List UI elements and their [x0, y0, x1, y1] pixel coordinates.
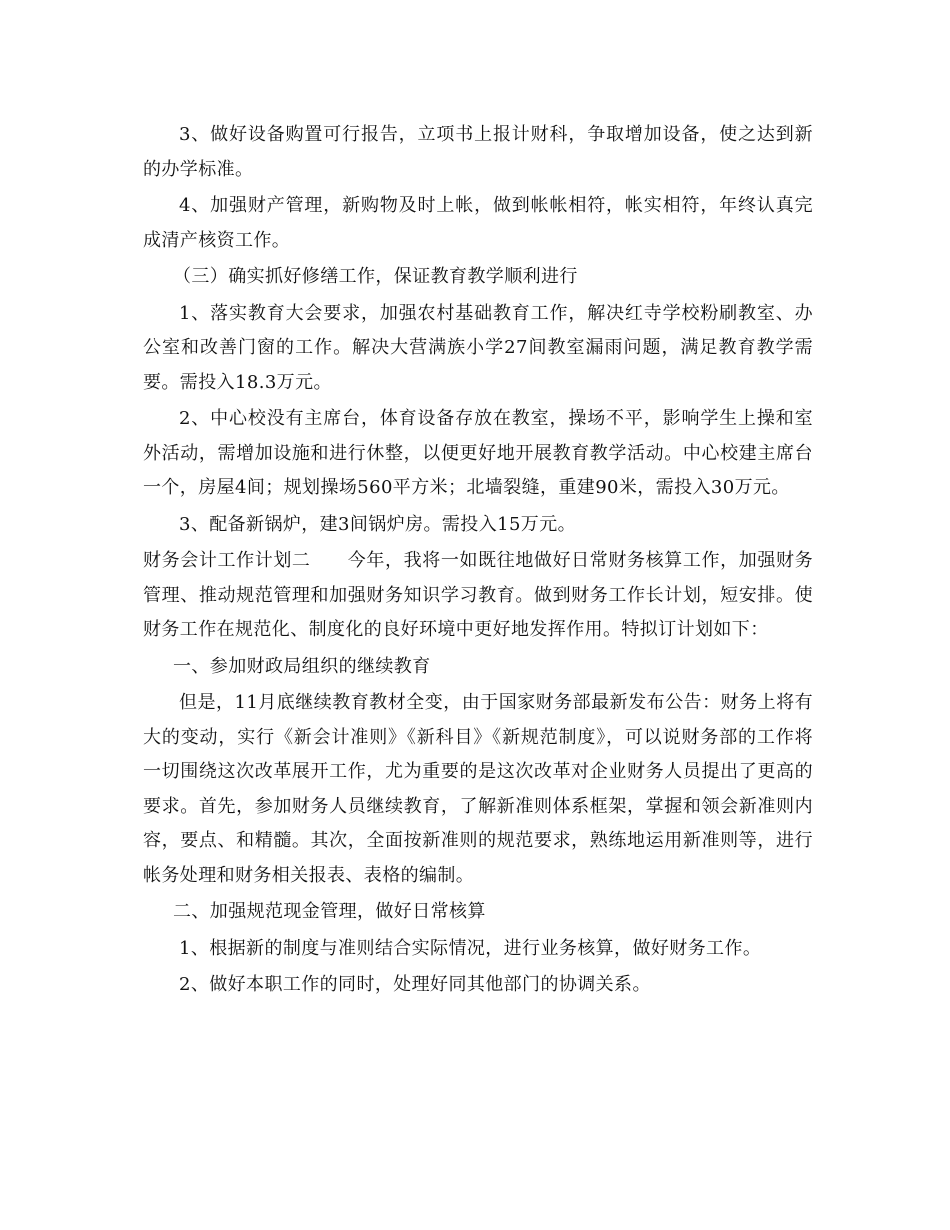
- section-heading-continuing-education: 一、参加财政局组织的继续教育: [173, 655, 431, 677]
- paragraph-repair-classrooms: 1、落实教育大会要求，加强农村基础教育工作，解决红寺学校粉刷教室、办公室和改善门窗的工作。解决大营满族小学27间教室漏雨问题，满足教育教学需要。需投入18.3万元。: [143, 302, 813, 393]
- section-heading-repair-work: （三）确实抓好修缮工作，保证教育教学顺利进行: [173, 266, 578, 287]
- paragraph-equipment-purchase: 3、做好设备购置可行报告，立项书上报计财科，争取增加设备，使之达到新的办学标准。: [143, 124, 813, 180]
- paragraph-central-school-facilities: 2、中心校没有主席台，体育设备存放在教室，操场不平，影响学生上操和室外活动，需增加设施和进行休整，以便更好地开展教育教学活动。中心校建主席台一个，房屋4间；规划操场560平方米；北墙裂缝，重建90米，需投入30万元。: [143, 408, 813, 498]
- document-body: [143, 118, 813, 1005]
- section-heading-cash-management: 二、加强规范现金管理，做好日常核算: [173, 901, 486, 922]
- paragraph-finance-plan-two: 财务会计工作计划二 今年，我将一如既往地做好日常财务核算工作，加强财务管理、推动规范管理和加强财务知识学习教育。做到财务工作长计划，短安排。使财务工作在规范化、制度化的良好环境中更好地发挥作用。特拟订计划如下：: [143, 550, 813, 640]
- paragraph-property-management: 4、加强财产管理，新购物及时上帐，做到帐帐相符，帐实相符，年终认真完成清产核资工作。: [143, 195, 813, 251]
- paragraph-department-coordination: 2、做好本职工作的同时，处理好同其他部门的协调关系。: [179, 974, 651, 995]
- paragraph-business-accounting: 1、根据新的制度与准则结合实际情况，进行业务核算，做好财务工作。: [179, 937, 762, 959]
- paragraph-continuing-education: 但是，11月底继续教育教材全变，由于国家财务部最新发布公告：财务上将有大的变动，实行《新会计准则》《新科目》《新规范制度》，可以说财务部的工作将一切围绕这次改革展开工作，尤为重要的是这次改革对企业财务人员提出了更高的要求。首先，参加财务人员继续教育，了解新准则体系框架，掌握和领会新准则内容，要点、和精髓。其次，全面按新准则的规范要求，熟练地运用新准则等，进行帐务处理和财务相关报表、表格的编制。: [143, 692, 813, 886]
- paragraph-boiler-room: 3、配备新锅炉，建3间锅炉房。需投入15万元。: [179, 513, 577, 535]
